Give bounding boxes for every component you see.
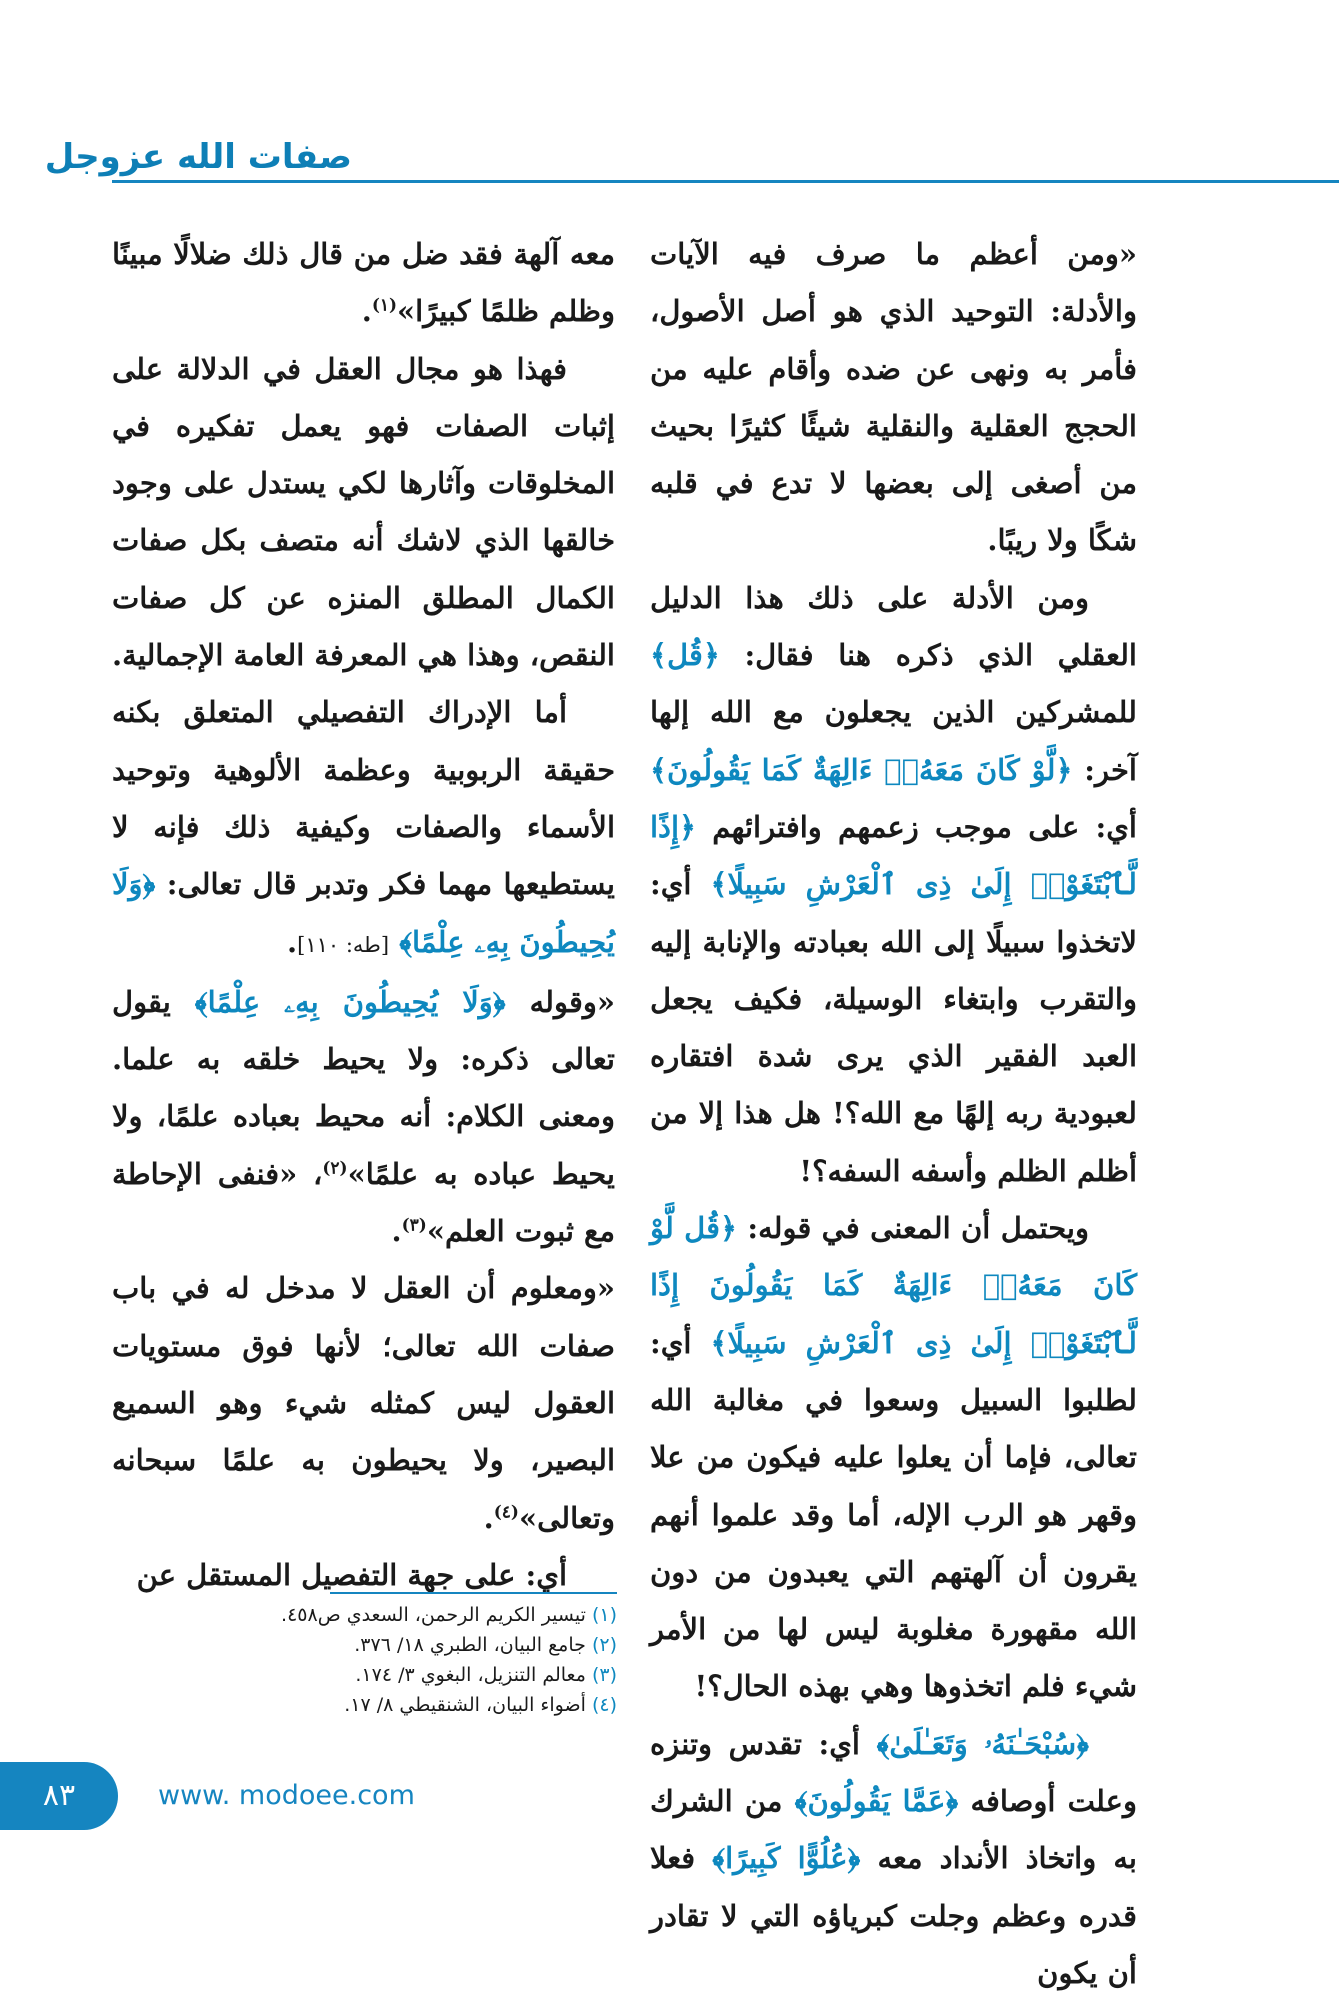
text-run: أي: لاتخذوا سبيلًا إلى الله بعبادته والإنابة إليه والتقرب وابتغاء الوسيلة، فكيف يجعل العبد الفقير الذي يرى شدة افتقاره لعبودية ربه إلهًا مع الله؟! هل هذا إلا من أظلم الظلم وأسفه السفه؟! [650, 867, 1137, 1188]
footnote-number: (٤) [591, 1694, 617, 1716]
text-run: يقول تعالى ذكره: ولا يحيط خلقه به علما. ومعنى الكلام: أنه محيط بعباده علمًا، ولا يحيط عباده به علمًا» [112, 984, 616, 1191]
paragraph [650, 570, 1137, 1200]
footnote [112, 1630, 617, 1660]
paragraph [650, 226, 1137, 570]
paragraph [650, 1200, 1137, 1716]
paragraph [112, 684, 615, 973]
footnote-text: تيسير الكريم الرحمن، السعدي ص٤٥٨. [281, 1604, 586, 1626]
text-run: أي: تقدس وتنزه وعلت أوصافه [650, 1726, 1137, 1819]
footnote-number: (٢) [591, 1634, 617, 1656]
text-run: من الشرك به واتخاذ الأنداد معه [650, 1784, 1137, 1876]
text-run: معه آلهة فقد ضل من قال ذلك ضلالًا مبينًا وظلم ظلمًا كبيرًا» [112, 237, 615, 329]
footnote-number: (١) [591, 1604, 617, 1626]
verse-reference: [طه: ١١٠] [297, 932, 390, 957]
running-header-title: صفات الله عزوجل [44, 137, 352, 177]
quran-verse: ﴿عُلُوًّا كَبِيرًا﴾ [712, 1841, 861, 1876]
text-run: . [391, 1214, 402, 1249]
text-run: فهذا هو مجال العقل في الدلالة على إثبات الصفات فهو يعمل تفكيره في المخلوقات وآثارها لكي يستدل على وجود خالقها الذي لاشك أنه متصف بكل صفات الكمال المطلق المنزه عن كل صفات النقص، وهذا هي المعرفة العامة الإجمالية. [112, 351, 615, 673]
quran-verse: ﴿لَّوْ كَانَ مَعَهُۥٓ ءَالِهَةٌ كَمَا يَقُولُونَ﴾ [650, 752, 1073, 787]
text-run: ويحتمل أن المعنى في قوله: [747, 1211, 1089, 1246]
footnote-separator [330, 1592, 617, 1594]
footnote-ref: (٢) [322, 1158, 348, 1179]
text-run: «ومن أعظم ما صرف فيه الآيات والأدلة: التوحيد الذي هو أصل الأصول، فأمر به ونهى عن ضده وأقام عليه من الحجج العقلية والنقلية شيئًا كثيرًا بحيث من أصغى إلى بعضها لا تدع في قلبه شكًا ولا ريبًا. [650, 237, 1137, 558]
header-rule [112, 180, 1339, 183]
text-run: أما الإدراك التفصيلي المتعلق بكنه حقيقة الربوبية وعظمة الألوهية وتوحيد الأسماء والصفات وكيفية ذلك فإنه لا يستطيعها مهما فكر وتدبر قال تعالى: [112, 695, 615, 902]
quran-verse: ﴿سُبْحَـٰنَهُۥ وَتَعَـٰلَىٰ﴾ [876, 1726, 1089, 1761]
text-run: ، «فنفى الإحاطة مع ثبوت العلم» [112, 1156, 615, 1249]
paragraph [112, 974, 615, 1260]
footnote-text: جامع البيان، الطبري ١٨/ ٣٧٦. [354, 1634, 586, 1656]
right-column [650, 226, 1137, 2002]
quran-verse: ﴿إِذًا لَّٱبْتَغَوْا۟ إِلَىٰ ذِى ٱلْعَرْشِ سَبِيلًا﴾ [650, 809, 1137, 902]
text-run: أي: على موجب زعمهم وافترائهم [712, 809, 1137, 844]
page-number: ٨٣ [42, 1778, 76, 1813]
text-run: أي: على جهة التفصيل المستقل عن [136, 1557, 567, 1592]
text-run: «ومعلوم أن العقل لا مدخل له في باب صفات الله تعالى؛ لأنها فوق مستويات العقول ليس كمثله شيء وهو السميع البصير، ولا يحيطون به علمًا سبحانه وتعالى» [112, 1271, 615, 1535]
quran-verse: ﴿وَلَا يُحِيطُونَ بِهِۦ عِلْمًا﴾ [194, 984, 506, 1019]
text-run: ومن الأدلة على ذلك هذا الدليل العقلي الذي ذكره هنا فقال: [650, 580, 1137, 673]
footnote [112, 1690, 617, 1720]
footnotes [112, 1600, 617, 1720]
quran-verse: ﴿قُل﴾ [650, 638, 720, 673]
text-run: أي: لطلبوا السبيل وسعوا في مغالبة الله تعالى، فإما أن يعلوا عليه فيكون من علا وقهر هو الرب الإله، أما وقد علموا أنهم يقرون أن آلهتهم التي يعبدون من دون الله مقهورة مغلوبة ليس لها من الأمر شيء فلم اتخذوها وهي بهذه الحال؟! [650, 1325, 1137, 1704]
quran-verse: ﴿وَلَا يُحِيطُونَ بِهِۦ عِلْمًا﴾ [112, 867, 615, 959]
footnote-text: معالم التنزيل، البغوي ٣/ ١٧٤. [355, 1664, 586, 1686]
paragraph [112, 341, 615, 685]
paragraph [112, 1547, 615, 1604]
text-run: «وقوله [529, 984, 615, 1019]
footnote-ref: (٣) [401, 1215, 427, 1236]
text-run: . [483, 1500, 494, 1535]
quran-verse: ﴿عَمَّا يَقُولُونَ﴾ [794, 1784, 959, 1819]
footnote [112, 1600, 617, 1630]
text-run: للمشركين الذين يجعلون مع الله إلها آخر: [650, 695, 1137, 787]
paragraph [650, 1716, 1137, 2002]
footnote-ref: (٤) [493, 1501, 519, 1522]
footnote-number: (٣) [591, 1664, 617, 1686]
text-run: . [287, 924, 298, 959]
website-url: www. modoee.com [158, 1780, 415, 1811]
footnote [112, 1660, 617, 1690]
quran-verse: ﴿قُل لَّوْ كَانَ مَعَهُۥٓ ءَالِهَةٌ كَمَا يَقُولُونَ إِذًا لَّٱبْتَغَوْا۟ إِلَىٰ ذِى ٱلْعَرْشِ سَبِيلًا﴾ [650, 1211, 1137, 1360]
text-run: . [361, 294, 372, 329]
text-run: فعلا قدره وعظم وجلت كبرياؤه التي لا تقادر أن يكون [650, 1841, 1137, 1990]
paragraph [112, 226, 615, 341]
paragraph [112, 1260, 615, 1546]
left-column [112, 226, 615, 1604]
footnote-text: أضواء البيان، الشنقيطي ٨/ ١٧. [344, 1694, 586, 1716]
footnote-ref: (١) [371, 295, 398, 316]
